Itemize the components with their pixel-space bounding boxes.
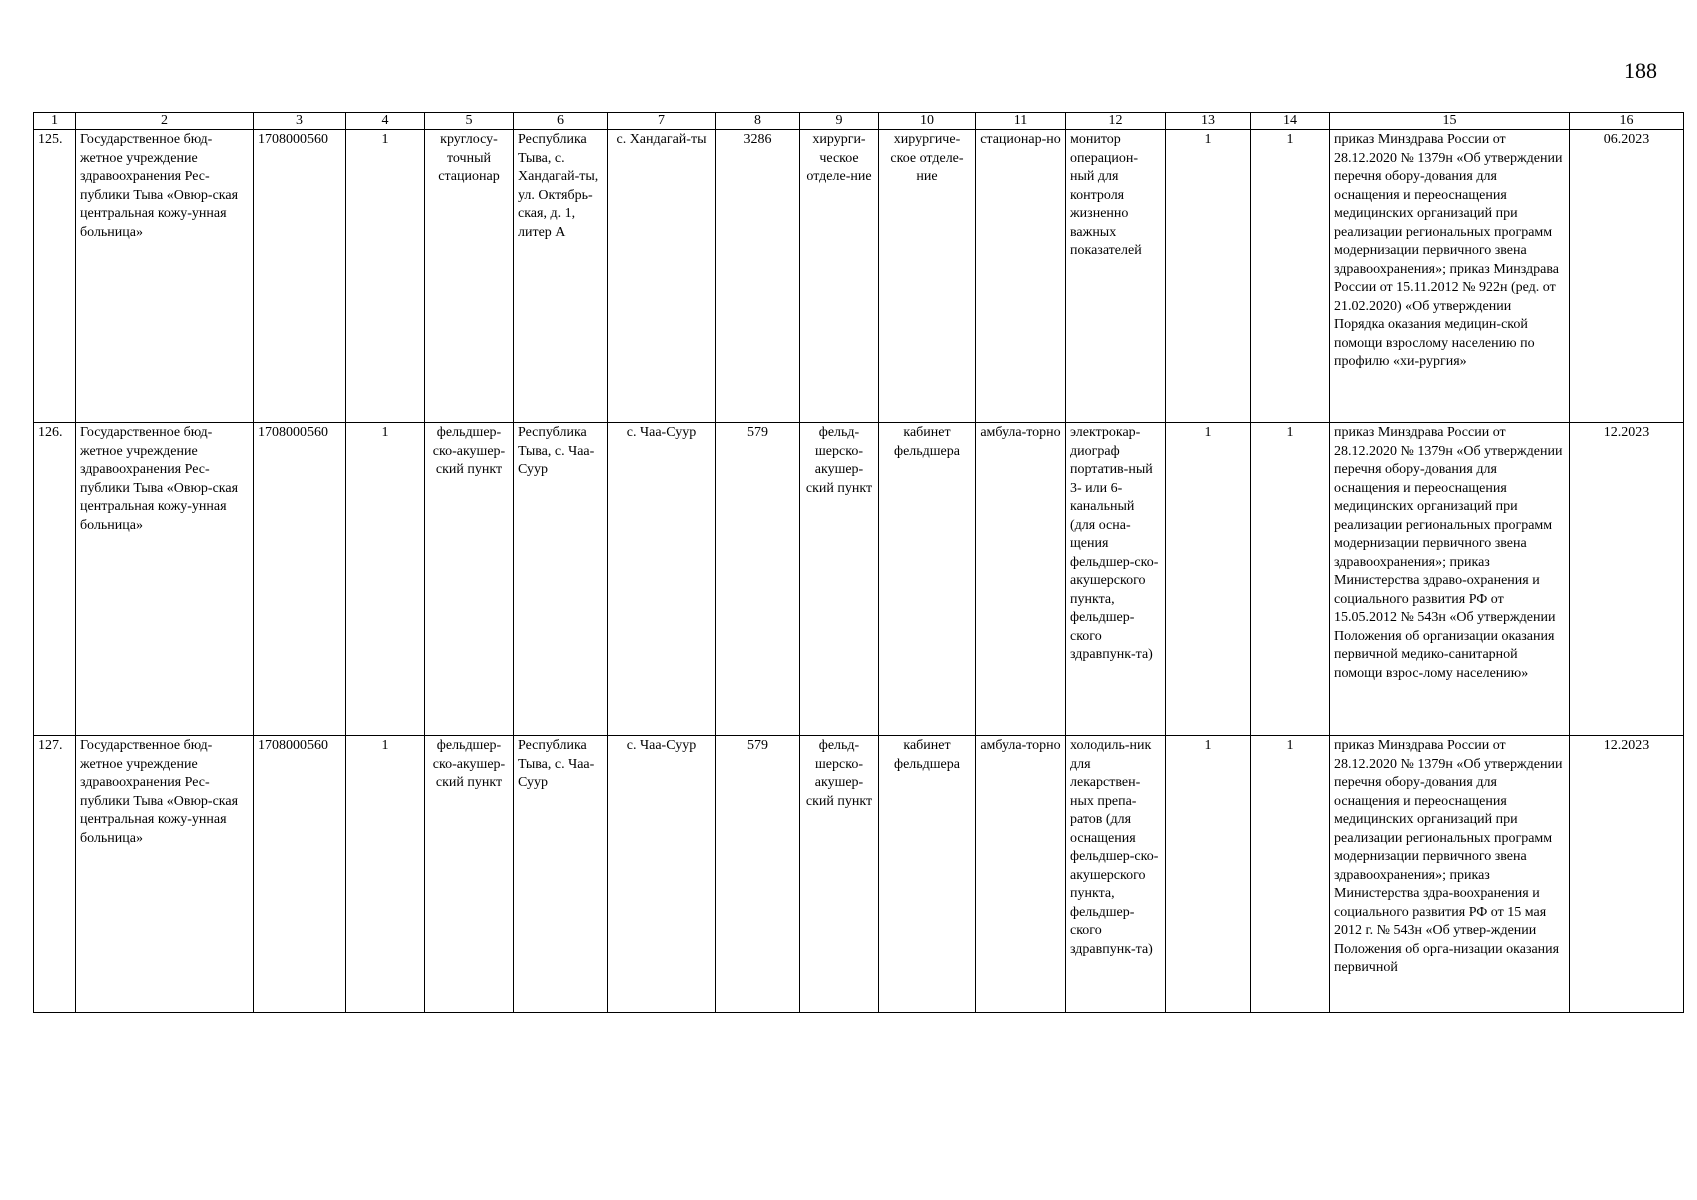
inn: 1708000560 xyxy=(254,736,346,1013)
department: кабинет фельдшера xyxy=(879,736,976,1013)
settlement: с. Хандагай-ты xyxy=(608,130,716,423)
row-number: 125. xyxy=(34,130,76,423)
care-form: стационар-но xyxy=(976,130,1066,423)
column-number: 5 xyxy=(425,113,514,130)
legal-basis: приказ Минздрава России от 28.12.2020 № 1379н «Об утверждении перечня обору-дования для оснащения и переоснащения медицинских организаций при реализации региональных программ модернизации первичного звена здравоохранения»; приказ Минздрава России от 15.11.2012 № 922н (ред. от 21.02.2020) «Об утверждении Порядка оказания медицин-ской помощи взрослому населению по профилю «хи-рургия» xyxy=(1330,130,1570,423)
organization-name: Государственное бюд-жетное учреждение здравоохранения Рес-публики Тыва «Овюр-ская центральная кожу-унная больница» xyxy=(76,423,254,736)
column-number: 4 xyxy=(346,113,425,130)
organization-name: Государственное бюд-жетное учреждение здравоохранения Рес-публики Тыва «Овюр-ская центральная кожу-унная больница» xyxy=(76,130,254,423)
settlement: с. Чаа-Суур xyxy=(608,736,716,1013)
address: Республика Тыва, с. Хандагай-ты, ул. Октябрь-ская, д. 1, литер А xyxy=(514,130,608,423)
table-row xyxy=(34,736,1684,1013)
inn: 1708000560 xyxy=(254,130,346,423)
department: кабинет фельдшера xyxy=(879,423,976,736)
column-number: 16 xyxy=(1570,113,1684,130)
col14-value: 1 xyxy=(1251,423,1330,736)
page-number: 188 xyxy=(1624,58,1657,83)
date: 06.2023 xyxy=(1570,130,1684,423)
care-form: амбула-торно xyxy=(976,423,1066,736)
column-number: 8 xyxy=(716,113,800,130)
settlement: с. Чаа-Суур xyxy=(608,423,716,736)
column-number: 15 xyxy=(1330,113,1570,130)
column-number: 1 xyxy=(34,113,76,130)
row-number: 127. xyxy=(34,736,76,1013)
organization-name: Государственное бюд-жетное учреждение здравоохранения Рес-публики Тыва «Овюр-ская центральная кожу-унная больница» xyxy=(76,736,254,1013)
column-number: 7 xyxy=(608,113,716,130)
col13-value: 1 xyxy=(1166,423,1251,736)
date: 12.2023 xyxy=(1570,423,1684,736)
column-number: 6 xyxy=(514,113,608,130)
unit: хирурги-ческое отделе-ние xyxy=(800,130,879,423)
population: 579 xyxy=(716,423,800,736)
legal-basis: приказ Минздрава России от 28.12.2020 № 1379н «Об утверждении перечня обору-дования для оснащения и переоснащения медицинских организаций при реализации региональных программ модернизации первичного звена здравоохранения»; приказ Министерства здраво-охранения и социального развития РФ от 15.05.2012 № 543н «Об утверждении Положения об организации оказания первичной медико-санитарной помощи взрос-лому населению» xyxy=(1330,423,1570,736)
column-number: 3 xyxy=(254,113,346,130)
table-row xyxy=(34,130,1684,423)
equipment: электрокар-диограф портатив-ный 3- или 6-канальный (для осна-щения фельдшер-ско-акушерского пункта, фельдшер-ского здравпунк-та) xyxy=(1066,423,1166,736)
date: 12.2023 xyxy=(1570,736,1684,1013)
equipment-table-container xyxy=(33,112,1683,1013)
col13-value: 1 xyxy=(1166,130,1251,423)
col14-value: 1 xyxy=(1251,130,1330,423)
col4-value: 1 xyxy=(346,130,425,423)
population: 579 xyxy=(716,736,800,1013)
column-number: 14 xyxy=(1251,113,1330,130)
facility-type: фельдшер-ско-акушер-ский пункт xyxy=(425,423,514,736)
equipment-table xyxy=(33,112,1684,1013)
col4-value: 1 xyxy=(346,736,425,1013)
equipment: холодиль-ник для лекарствен-ных препа-ратов (для оснащения фельдшер-ско-акушерского пункта, фельдшер-ского здравпунк-та) xyxy=(1066,736,1166,1013)
row-number: 126. xyxy=(34,423,76,736)
equipment: монитор операцион-ный для контроля жизненно важных показателей xyxy=(1066,130,1166,423)
facility-type: круглосу-точный стационар xyxy=(425,130,514,423)
column-number: 13 xyxy=(1166,113,1251,130)
col13-value: 1 xyxy=(1166,736,1251,1013)
care-form: амбула-торно xyxy=(976,736,1066,1013)
department: хирургиче-ское отделе-ние xyxy=(879,130,976,423)
column-number: 10 xyxy=(879,113,976,130)
legal-basis: приказ Минздрава России от 28.12.2020 № 1379н «Об утверждении перечня обору-дования для оснащения и переоснащения медицинских организаций при реализации региональных программ модернизации первичного звена здравоохранения»; приказ Министерства здра-воохранения и социального развития РФ от 15 мая 2012 г. № 543н «Об утвер-ждении Положения об орга-низации оказания первичной xyxy=(1330,736,1570,1013)
facility-type: фельдшер-ско-акушер-ский пункт xyxy=(425,736,514,1013)
column-number: 9 xyxy=(800,113,879,130)
address: Республика Тыва, с. Чаа-Суур xyxy=(514,736,608,1013)
population: 3286 xyxy=(716,130,800,423)
column-number: 11 xyxy=(976,113,1066,130)
column-number: 12 xyxy=(1066,113,1166,130)
column-number: 2 xyxy=(76,113,254,130)
col4-value: 1 xyxy=(346,423,425,736)
unit: фельд-шерско-акушер-ский пункт xyxy=(800,423,879,736)
inn: 1708000560 xyxy=(254,423,346,736)
address: Республика Тыва, с. Чаа-Суур xyxy=(514,423,608,736)
col14-value: 1 xyxy=(1251,736,1330,1013)
column-number-row xyxy=(34,113,1684,130)
unit: фельд-шерско-акушер-ский пункт xyxy=(800,736,879,1013)
table-row xyxy=(34,423,1684,736)
